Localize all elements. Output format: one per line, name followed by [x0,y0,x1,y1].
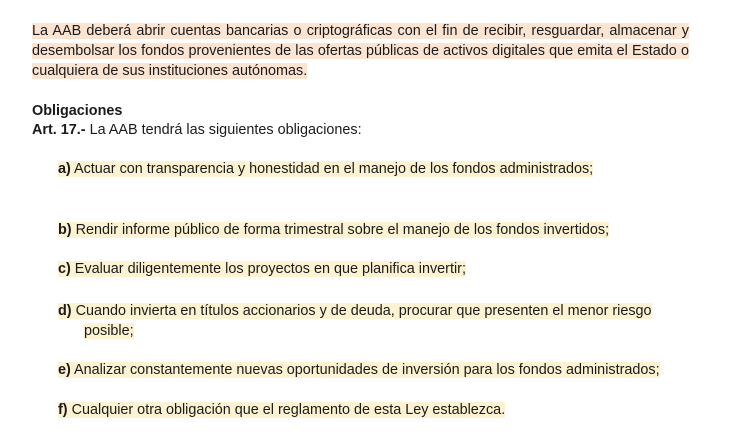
article-number: Art. 17.- [32,122,86,138]
item-text-continuation: posible; [84,323,134,339]
list-item-f [58,400,505,420]
item-text: Cuando invierta en títulos accionarios y de deuda, procurar que presenten el menor riesgo [71,303,652,319]
item-text: Analizar constantemente nuevas oportunidades de inversión para los fondos administrados; [70,362,660,378]
item-text: Actuar con transparencia y honestidad en el manejo de los fondos administrados; [70,161,594,177]
article-text: La AAB tendrá las siguientes obligaciones: [85,122,362,138]
item-letter: f) [58,402,68,418]
item-letter: e) [58,362,71,378]
intro-text: La AAB deberá abrir cuentas bancarias o criptográficas con el fin de recibir, resguardar, almacenar y desembolsar los fondos provenientes de las ofertas públicas de activos digitales que emita el Estado o cualquiera de sus instituciones autónomas. [32,23,689,79]
item-letter: c) [58,261,71,277]
item-text: Cualquier otra obligación que el reglamento de esta Ley establezca. [67,402,506,418]
item-letter: a) [58,161,71,177]
item-text: Rendir informe público de forma trimestral sobre el manejo de los fondos invertidos; [71,222,610,238]
list-item-c [58,259,466,279]
article-intro [32,121,362,139]
list-item-d [58,301,678,341]
list-item-b [58,220,609,240]
item-letter: d) [58,303,72,319]
item-text: Evaluar diligentemente los proyectos en que planifica invertir; [70,261,466,277]
list-item-e [58,360,660,380]
intro-paragraph [32,21,689,81]
list-item-a [58,159,593,179]
section-heading: Obligaciones [32,103,123,119]
item-letter: b) [58,222,72,238]
